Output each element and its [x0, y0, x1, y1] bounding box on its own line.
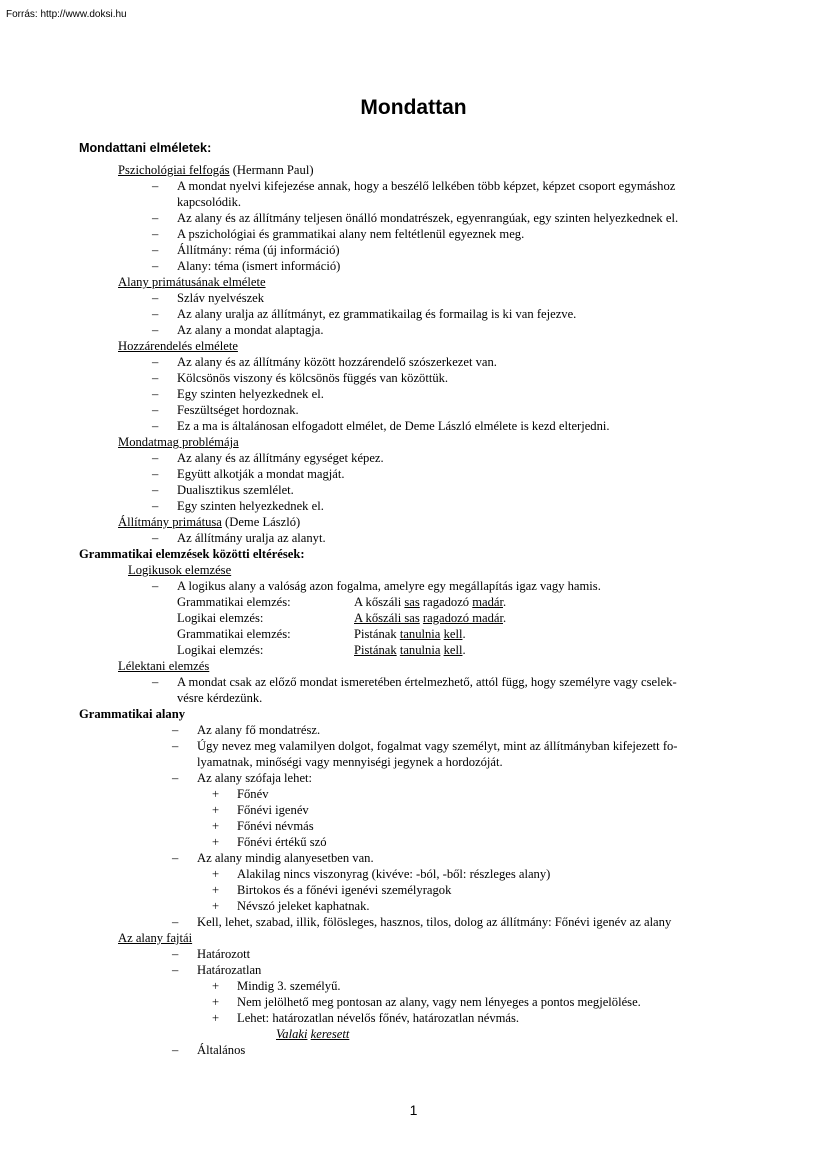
dash-marker: – — [172, 771, 179, 785]
subheading-mondatmag: Mondatmag problémája — [118, 435, 239, 449]
subheading-hozzarendeles: Hozzárendelés elmélete — [118, 339, 238, 353]
list-item: Állítmány: réma (új információ) — [177, 243, 340, 257]
subheading-title: Pszichológiai felfogás — [118, 163, 230, 177]
example-part-underlined: sas — [404, 595, 420, 609]
example-part-underlined: A kőszáli sas — [354, 611, 420, 625]
subheading-allitmany-primatus — [118, 514, 300, 530]
subheading-author: (Hermann Paul) — [229, 163, 314, 177]
dash-marker: – — [172, 915, 179, 929]
dash-marker: – — [152, 323, 159, 337]
list-item: Egy szinten helyezkednek el. — [177, 387, 324, 401]
example-part: ragadozó — [419, 595, 473, 609]
example-part: . — [462, 627, 466, 641]
sub-list-item: Főnév — [237, 787, 269, 801]
dash-marker: – — [152, 291, 159, 305]
sub-list-item: Alakilag nincs viszonyrag (kivéve: -ból, -ből: részleges alany) — [237, 867, 551, 881]
example-part: . — [462, 643, 466, 657]
list-item: Az alany és az állítmány teljesen önálló mondatrészek, egyenrangúak, egy szinten helyezkednek el. — [177, 211, 679, 225]
analysis-example — [354, 626, 466, 642]
analysis-label: Logikai elemzés: — [177, 643, 264, 657]
list-item: Az alany fő mondatrész. — [197, 723, 321, 737]
list-item: Dualisztikus szemlélet. — [177, 483, 294, 497]
dash-marker: – — [152, 355, 159, 369]
dash-marker: – — [152, 531, 159, 545]
dash-marker: – — [152, 243, 159, 257]
subheading-author: (Deme László) — [221, 515, 301, 529]
example-part: . — [503, 611, 507, 625]
plus-marker: + — [212, 819, 220, 833]
dash-marker: – — [152, 179, 159, 193]
list-item: Egy szinten helyezkednek el. — [177, 499, 324, 513]
sub-list-item: Főnévi igenév — [237, 803, 309, 817]
heading-mondattani-elmeletek: Mondattani elméletek: — [79, 141, 212, 155]
dash-marker: – — [152, 307, 159, 321]
subheading-alany-primatus: Alany primátusának elmélete — [118, 275, 266, 289]
sub-list-item: Főnévi értékű szó — [237, 835, 327, 849]
list-item: Határozott — [197, 947, 251, 961]
dash-marker: – — [152, 579, 159, 593]
plus-marker: + — [212, 835, 220, 849]
list-item: A pszichológiai és grammatikai alany nem feltétlenül egyeznek meg. — [177, 227, 525, 241]
dash-marker: – — [172, 963, 179, 977]
page-number: 1 — [409, 1102, 418, 1118]
list-item: Az alany és az állítmány között hozzárendelő szószerkezet van. — [177, 355, 497, 369]
list-item-continuation: kapcsolódik. — [177, 195, 242, 209]
list-item-continuation: lyamatnak, minőségi vagy mennyiségi jegynek a hordozóját. — [197, 755, 503, 769]
list-item: Úgy nevez meg valamilyen dolgot, fogalmat vagy személyt, mint az állítmányban kifejezett fo- — [197, 739, 678, 753]
example-word: Valaki — [276, 1027, 308, 1041]
dash-marker: – — [152, 483, 159, 497]
subheading-lelektani: Lélektani elemzés — [118, 659, 210, 673]
plus-marker: + — [212, 899, 220, 913]
dash-marker: – — [172, 947, 179, 961]
subheading-pszichologiai — [118, 162, 314, 178]
analysis-label: Grammatikai elemzés: — [177, 595, 291, 609]
sub-list-item: Nem jelölhető meg pontosan az alany, vagy nem lényeges a pontos megjelölése. — [237, 995, 641, 1009]
page-title: Mondattan — [360, 96, 467, 119]
analysis-example — [354, 642, 466, 658]
example-part-underlined: kell — [443, 627, 463, 641]
list-item: A logikus alany a valóság azon fogalma, amelyre egy megállapítás igaz vagy hamis. — [177, 579, 601, 593]
subheading-title: Állítmány primátusa — [118, 515, 222, 529]
list-item: Együtt alkotják a mondat magját. — [177, 467, 345, 481]
dash-marker: – — [172, 739, 179, 753]
analysis-label: Logikai elemzés: — [177, 611, 264, 625]
list-item: Feszültséget hordoznak. — [177, 403, 299, 417]
list-item: Határozatlan — [197, 963, 262, 977]
list-item: A mondat nyelvi kifejezése annak, hogy a beszélő lelkében több képzet, képzet csoport egymáshoz — [177, 179, 676, 193]
dash-marker: – — [152, 467, 159, 481]
sub-list-item: Birtokos és a főnévi igenévi személyragok — [237, 883, 452, 897]
analysis-example — [354, 594, 506, 610]
example-word: keresett — [310, 1027, 350, 1041]
example-part-underlined: tanulnia — [399, 627, 441, 641]
plus-marker: + — [212, 803, 220, 817]
sub-list-item: Mindig 3. személyű. — [237, 979, 341, 993]
plus-marker: + — [212, 979, 220, 993]
dash-marker: – — [152, 259, 159, 273]
list-item: Az alany és az állítmány egységet képez. — [177, 451, 384, 465]
example-part-underlined: tanulnia — [399, 643, 441, 657]
list-item: Ez a ma is általánosan elfogadott elmélet, de Deme László elmélete is kezd elterjedni. — [177, 419, 610, 433]
heading-grammatikai-alany: Grammatikai alany — [79, 707, 185, 721]
example-part: . — [503, 595, 507, 609]
example-part-underlined: madár — [472, 595, 504, 609]
list-item: Kell, lehet, szabad, illik, fölösleges, hasznos, tilos, dolog az állítmány: Főnévi igenév az alany — [197, 915, 672, 929]
sub-list-item: Névszó jeleket kaphatnak. — [237, 899, 370, 913]
dash-marker: – — [172, 723, 179, 737]
dash-marker: – — [152, 675, 159, 689]
list-item: Kölcsönös viszony és kölcsönös függés van közöttük. — [177, 371, 449, 385]
plus-marker: + — [212, 883, 220, 897]
sub-list-item: Főnévi névmás — [237, 819, 314, 833]
list-item: Az állítmány uralja az alanyt. — [177, 531, 326, 545]
example-part-underlined: Pistának — [354, 643, 397, 657]
example-sentence — [276, 1026, 349, 1042]
example-part-underlined: kell — [443, 643, 463, 657]
dash-marker: – — [152, 211, 159, 225]
dash-marker: – — [152, 387, 159, 401]
dash-marker: – — [152, 451, 159, 465]
dash-marker: – — [172, 851, 179, 865]
subheading-logikusok: Logikusok elemzése — [128, 563, 232, 577]
example-part: Pistának — [354, 627, 400, 641]
dash-marker: – — [152, 499, 159, 513]
analysis-label: Grammatikai elemzés: — [177, 627, 291, 641]
list-item: Az alany mindig alanyesetben van. — [197, 851, 374, 865]
dash-marker: – — [152, 403, 159, 417]
subheading-alany-fajtai: Az alany fajtái — [118, 931, 193, 945]
heading-elterelesek: Grammatikai elemzések közötti eltérések: — [79, 547, 305, 561]
list-item: Általános — [197, 1043, 246, 1057]
plus-marker: + — [212, 867, 220, 881]
list-item: Szláv nyelvészek — [177, 291, 265, 305]
analysis-example — [354, 610, 506, 626]
dash-marker: – — [152, 419, 159, 433]
dash-marker: – — [172, 1043, 179, 1057]
sub-list-item: Lehet: határozatlan névelős főnév, határozatlan névmás. — [237, 1011, 520, 1025]
source-note: Forrás: http://www.doksi.hu — [6, 9, 127, 20]
plus-marker: + — [212, 1011, 220, 1025]
list-item-continuation: vésre kérdezünk. — [177, 691, 263, 705]
dash-marker: – — [152, 371, 159, 385]
list-item: Alany: téma (ismert információ) — [177, 259, 341, 273]
example-part: A kőszáli — [354, 595, 405, 609]
plus-marker: + — [212, 995, 220, 1009]
list-item: A mondat csak az előző mondat ismeretében értelmezhető, attól függ, hogy személyre vagy cselek- — [177, 675, 677, 689]
list-item: Az alany szófaja lehet: — [197, 771, 313, 785]
example-part-underlined: ragadozó madár — [422, 611, 503, 625]
list-item: Az alany uralja az állítmányt, ez grammatikailag és formailag is ki van fejezve. — [177, 307, 577, 321]
list-item: Az alany a mondat alaptagja. — [177, 323, 324, 337]
dash-marker: – — [152, 227, 159, 241]
plus-marker: + — [212, 787, 220, 801]
